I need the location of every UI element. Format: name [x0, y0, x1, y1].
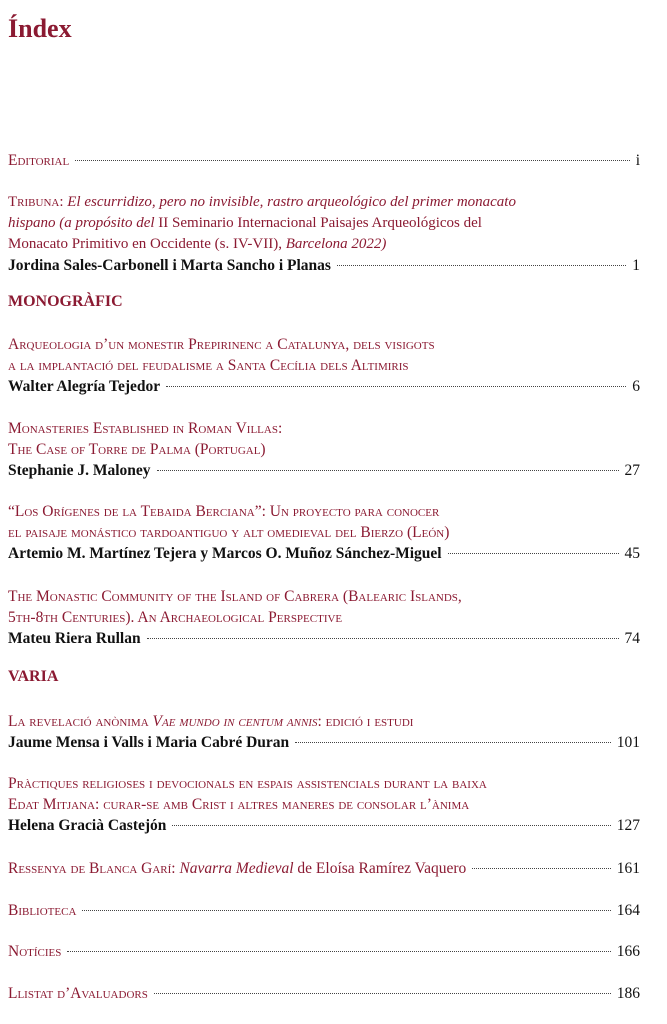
- dot-leader: [75, 160, 629, 161]
- entry-authors: Jaume Mensa i Valls i Maria Cabré Duran: [8, 734, 290, 751]
- entry-title-line: [8, 234, 640, 255]
- entry-title-line: Monasteries Established in Roman Villas:: [8, 420, 283, 437]
- toc-entry-article[interactable]: [8, 501, 640, 564]
- section-heading-varia: VARIA: [8, 668, 59, 685]
- tribuna-title-part: Monacato Primitivo en Occidente (s. IV-VII),: [8, 236, 282, 252]
- entry-title-line: Pràctiques religioses i devocionals en espais assistencials durant la baixa: [8, 775, 487, 792]
- entry-authors: Jordina Sales-Carbonell i Marta Sancho i Planas: [8, 257, 331, 274]
- entry-title-line: The Case of Torre de Palma (Portugal): [8, 441, 266, 458]
- page-number: 74: [624, 630, 640, 647]
- toc-entry-avaluadors[interactable]: [8, 983, 640, 1004]
- tribuna-title-part: El escurridizo, pero no invisible, rastro arqueológico del primer monacato: [67, 194, 516, 210]
- title-part: Ressenya de Blanca Garí:: [8, 860, 176, 877]
- page-number: 101: [616, 734, 640, 751]
- dot-leader: [295, 742, 611, 743]
- title-part: La revelació anònima: [8, 713, 149, 730]
- dot-leader: [448, 553, 619, 554]
- entry-title-line: a la implantació del feudalisme a Santa Cecília dels Altimiris: [8, 357, 409, 374]
- entry-authors: Artemio M. Martínez Tejera y Marcos O. Muñoz Sánchez-Miguel: [8, 545, 442, 562]
- title-part: Navarra Medieval: [179, 860, 294, 877]
- entry-title-line: [8, 213, 640, 234]
- toc-entry-article[interactable]: [8, 334, 640, 397]
- dot-leader: [67, 951, 610, 952]
- page-number: 161: [616, 860, 640, 877]
- dot-leader: [147, 638, 619, 639]
- toc-entry-article[interactable]: [8, 418, 640, 481]
- title-part: de Eloísa Ramírez Vaquero: [297, 860, 467, 877]
- page-number: 186: [616, 985, 640, 1002]
- toc-entry-article[interactable]: [8, 773, 640, 836]
- tribuna-label: Tribuna: [8, 194, 60, 210]
- page-number: 45: [624, 545, 640, 562]
- page-number: i: [635, 152, 640, 169]
- entry-title: Editorial: [8, 152, 70, 169]
- dot-leader: [157, 470, 619, 471]
- entry-authors: Mateu Riera Rullan: [8, 630, 141, 647]
- title-part: : edició i estudi: [317, 713, 414, 730]
- title-part: Vae mundo in centum annis: [152, 713, 318, 730]
- tribuna-title-part: II Seminario Internacional Paisajes Arqueológicos del: [158, 215, 482, 231]
- entry-title-line: The Monastic Community of the Island of Cabrera (Balearic Islands,: [8, 588, 462, 605]
- entry-title-line: Edat Mitjana: curar-se amb Crist i altres maneres de consolar l’ànima: [8, 796, 470, 813]
- toc-entry-article[interactable]: [8, 711, 640, 753]
- dot-leader: [166, 386, 626, 387]
- dot-leader: [472, 868, 610, 869]
- page-number: 127: [616, 817, 640, 834]
- toc-entry-editorial[interactable]: [8, 150, 640, 171]
- dot-leader: [154, 993, 611, 994]
- toc-entry-ressenya[interactable]: [8, 858, 640, 879]
- section-heading-monografic: MONOGRÀFIC: [8, 293, 123, 310]
- entry-title-line: el paisaje monástico tardoantiguo y alt omedieval del Bierzo (León): [8, 524, 450, 541]
- tribuna-title-part: hispano (a propósito del: [8, 215, 155, 231]
- toc-entry-biblioteca[interactable]: [8, 900, 640, 921]
- entry-title: Notícies: [8, 943, 62, 960]
- entry-title-line: “Los Orígenes de la Tebaida Berciana”: Un proyecto para conocer: [8, 503, 440, 520]
- tribuna-title-part: Barcelona 2022): [285, 236, 387, 252]
- entry-title: Llistat d’Avaluadors: [8, 985, 148, 1002]
- page-number: 27: [624, 462, 640, 479]
- entry-authors: Walter Alegría Tejedor: [8, 378, 161, 395]
- dot-leader: [172, 825, 610, 826]
- entry-title-line: 5th-8th Centuries). An Archaeological Perspective: [8, 609, 343, 626]
- entry-title: Biblioteca: [8, 902, 77, 919]
- page-number: 1: [632, 257, 640, 274]
- page-number: 166: [616, 943, 640, 960]
- entry-title: [8, 858, 466, 879]
- dot-leader: [337, 265, 626, 266]
- page-number: 164: [616, 902, 640, 919]
- entry-title-line: Tribuna: El escurridizo, pero no invisible, rastro arqueológico del primer monacato: [8, 194, 516, 210]
- entry-authors: Helena Gracià Castejón: [8, 817, 167, 834]
- entry-title-line: [8, 711, 640, 732]
- dot-leader: [82, 910, 610, 911]
- entry-title-line: Arqueologia d’un monestir Prepirinenc a Catalunya, dels visigots: [8, 336, 435, 353]
- toc-entry-noticies[interactable]: [8, 941, 640, 962]
- entry-authors: Stephanie J. Maloney: [8, 462, 151, 479]
- page-title: Índex: [8, 14, 72, 43]
- toc-entry-article[interactable]: [8, 586, 640, 649]
- page-number: 6: [632, 378, 640, 395]
- toc-entry-tribuna[interactable]: [8, 192, 640, 276]
